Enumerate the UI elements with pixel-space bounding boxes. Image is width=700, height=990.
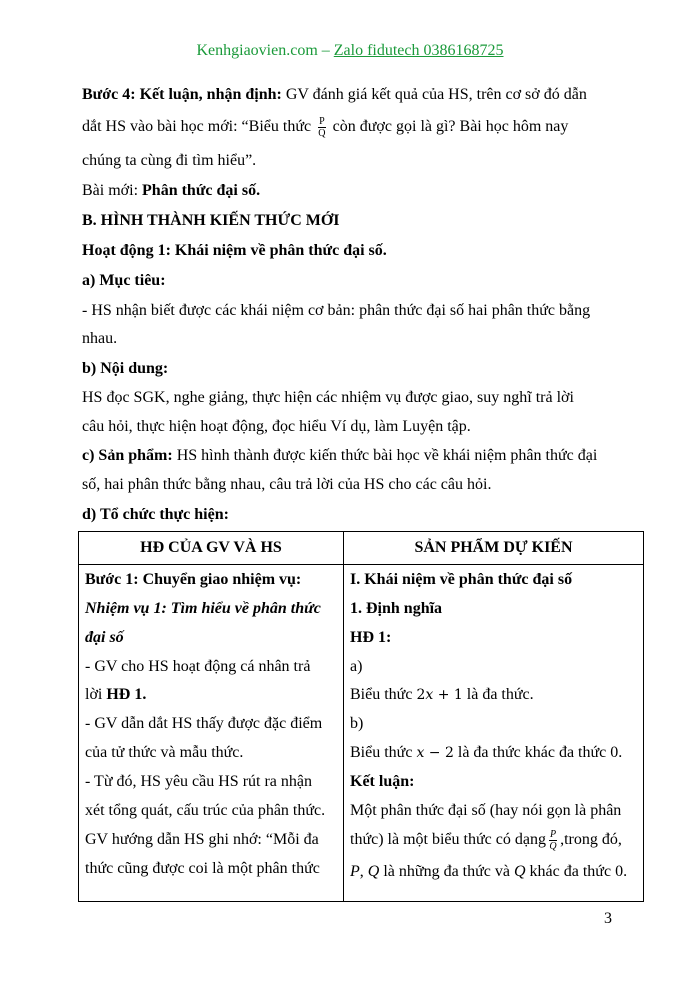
fraction-numerator: P: [319, 116, 325, 127]
objective-label: a) Mục tiêu:: [82, 272, 166, 289]
right-b-pre: Biểu thức: [350, 744, 417, 761]
step1-label: Bước 1: Chuyển giao nhiệm vụ:: [85, 571, 302, 588]
right-c-q: Q: [367, 863, 380, 880]
contact-link[interactable]: Zalo fidutech 0386168725: [333, 42, 504, 59]
task1-line-1: Nhiệm vụ 1: Tìm hiểu về phân thức: [85, 600, 321, 617]
left-p2-line-2: của tử thức và mẫu thức.: [85, 744, 244, 761]
left-p3-line-2: xét tổng quát, cấu trúc của phân thức.: [85, 802, 326, 819]
right-b-expr: 𝑥 − 2: [416, 745, 454, 761]
conclusion-fraction-num: P: [549, 829, 557, 840]
left-p1-text: lời: [85, 686, 107, 703]
step4-line: [82, 86, 587, 104]
right-hd-label: HĐ 1:: [350, 629, 392, 646]
left-p1-line-1: - GV cho HS hoạt động cá nhân trả: [85, 658, 311, 675]
left-p4-line-2: thức cũng được coi là một phân thức: [85, 860, 320, 877]
task1-line-2: đại số: [85, 629, 124, 646]
conclusion-fraction: [549, 829, 557, 852]
organization-label: d) Tổ chức thực hiện:: [82, 506, 229, 523]
right-section-title: I. Khái niệm về phân thức đại số: [350, 571, 573, 588]
new-lesson-line: [82, 182, 260, 200]
step4-label: Bước 4: Kết luận, nhận định:: [82, 86, 282, 103]
right-item-b: b): [350, 715, 364, 732]
right-a-post: là đa thức.: [462, 686, 534, 703]
right-conclusion-line-2: [350, 829, 622, 852]
intro-line-2b: còn được gọi là gì? Bài học hôm nay: [332, 118, 569, 136]
right-c-p: P: [350, 863, 360, 880]
teacher-student-cell: [79, 565, 344, 902]
left-p3-line-1: - Từ đó, HS yêu cầu HS rút ra nhận: [85, 773, 312, 790]
intro-line-3: chúng ta cùng đi tìm hiểu”.: [82, 152, 257, 169]
intro-line-2a: dắt HS vào bài học mới: “Biểu thức: [82, 118, 312, 136]
right-a-pre: Biểu thức: [350, 686, 417, 703]
product-text-2: số, hai phân thức bằng nhau, câu trả lời của HS cho các câu hỏi.: [82, 476, 492, 493]
right-c-q2: Q: [513, 863, 526, 880]
right-definition-title: 1. Định nghĩa: [350, 600, 443, 617]
section-b-title: B. HÌNH THÀNH KIẾN THỨC MỚI: [82, 212, 340, 229]
lesson-plan-table: [78, 531, 644, 902]
intro-line-2: [82, 116, 568, 139]
left-p1-hd: HĐ 1.: [106, 686, 147, 703]
right-conclusion-line-3: [350, 863, 627, 881]
content-text-2: câu hỏi, thực hiện hoạt động, đọc hiểu Ví dụ, làm Luyện tập.: [82, 418, 471, 435]
expected-product-cell: [344, 565, 644, 902]
content-label: b) Nội dung:: [82, 360, 169, 377]
page-number: 3: [604, 910, 612, 927]
left-p2-line-1: - GV dẫn dắt HS thấy được đặc điểm: [85, 715, 323, 732]
col-header-products: SẢN PHẨM DỰ KIẾN: [344, 532, 644, 565]
right-item-a: a): [350, 658, 363, 675]
fraction-pq: [318, 116, 326, 139]
site-name: Kenhgiaovien.com: [196, 42, 318, 59]
product-label: c) Sản phẩm:: [82, 447, 173, 464]
step4-text: GV đánh giá kết quả của HS, trên cơ sở đó dẫn: [281, 86, 587, 103]
header-separator: –: [317, 42, 334, 59]
activity-title: Hoạt động 1: Khái niệm về phân thức đại số.: [82, 242, 387, 259]
content-text-1: HS đọc SGK, nghe giảng, thực hiện các nhiệm vụ được giao, suy nghĩ trả lời: [82, 389, 574, 406]
right-item-a-text: [350, 686, 534, 704]
right-a-expr: 2𝑥 + 1: [416, 687, 463, 703]
right-c-end: khác đa thức 0.: [525, 863, 628, 880]
right-c-pre: thức) là một biểu thức có dạng: [350, 831, 546, 849]
right-c-sep: ,: [359, 863, 368, 880]
right-item-b-text: [350, 744, 622, 762]
left-p4-line-1: GV hướng dẫn HS ghi nhớ: “Mỗi đa: [85, 831, 319, 848]
page-header: [0, 42, 700, 60]
new-lesson-title: Phân thức đại số.: [142, 182, 261, 199]
right-b-post: là đa thức khác đa thức 0.: [453, 744, 623, 761]
conclusion-fraction-den: Q: [549, 841, 557, 852]
right-conclusion-line-1: Một phân thức đại số (hay nói gọn là phân: [350, 802, 622, 819]
left-p1-line-2: [85, 686, 146, 704]
right-c-mid: là những đa thức và: [379, 863, 514, 880]
fraction-denominator: Q: [318, 128, 326, 139]
new-lesson-label: Bài mới:: [82, 182, 143, 199]
right-c-post: ,trong đó,: [560, 831, 622, 849]
col-header-activities: HĐ CỦA GV VÀ HS: [79, 532, 344, 565]
objective-text-1: - HS nhận biết được các khái niệm cơ bản: phân thức đại số hai phân thức bằng: [82, 302, 591, 319]
product-line-1: [82, 447, 597, 465]
right-conclusion-label: Kết luận:: [350, 773, 415, 790]
objective-text-2: nhau.: [82, 330, 118, 347]
product-text-1: HS hình thành được kiến thức bài học về khái niệm phân thức đại: [172, 447, 598, 464]
